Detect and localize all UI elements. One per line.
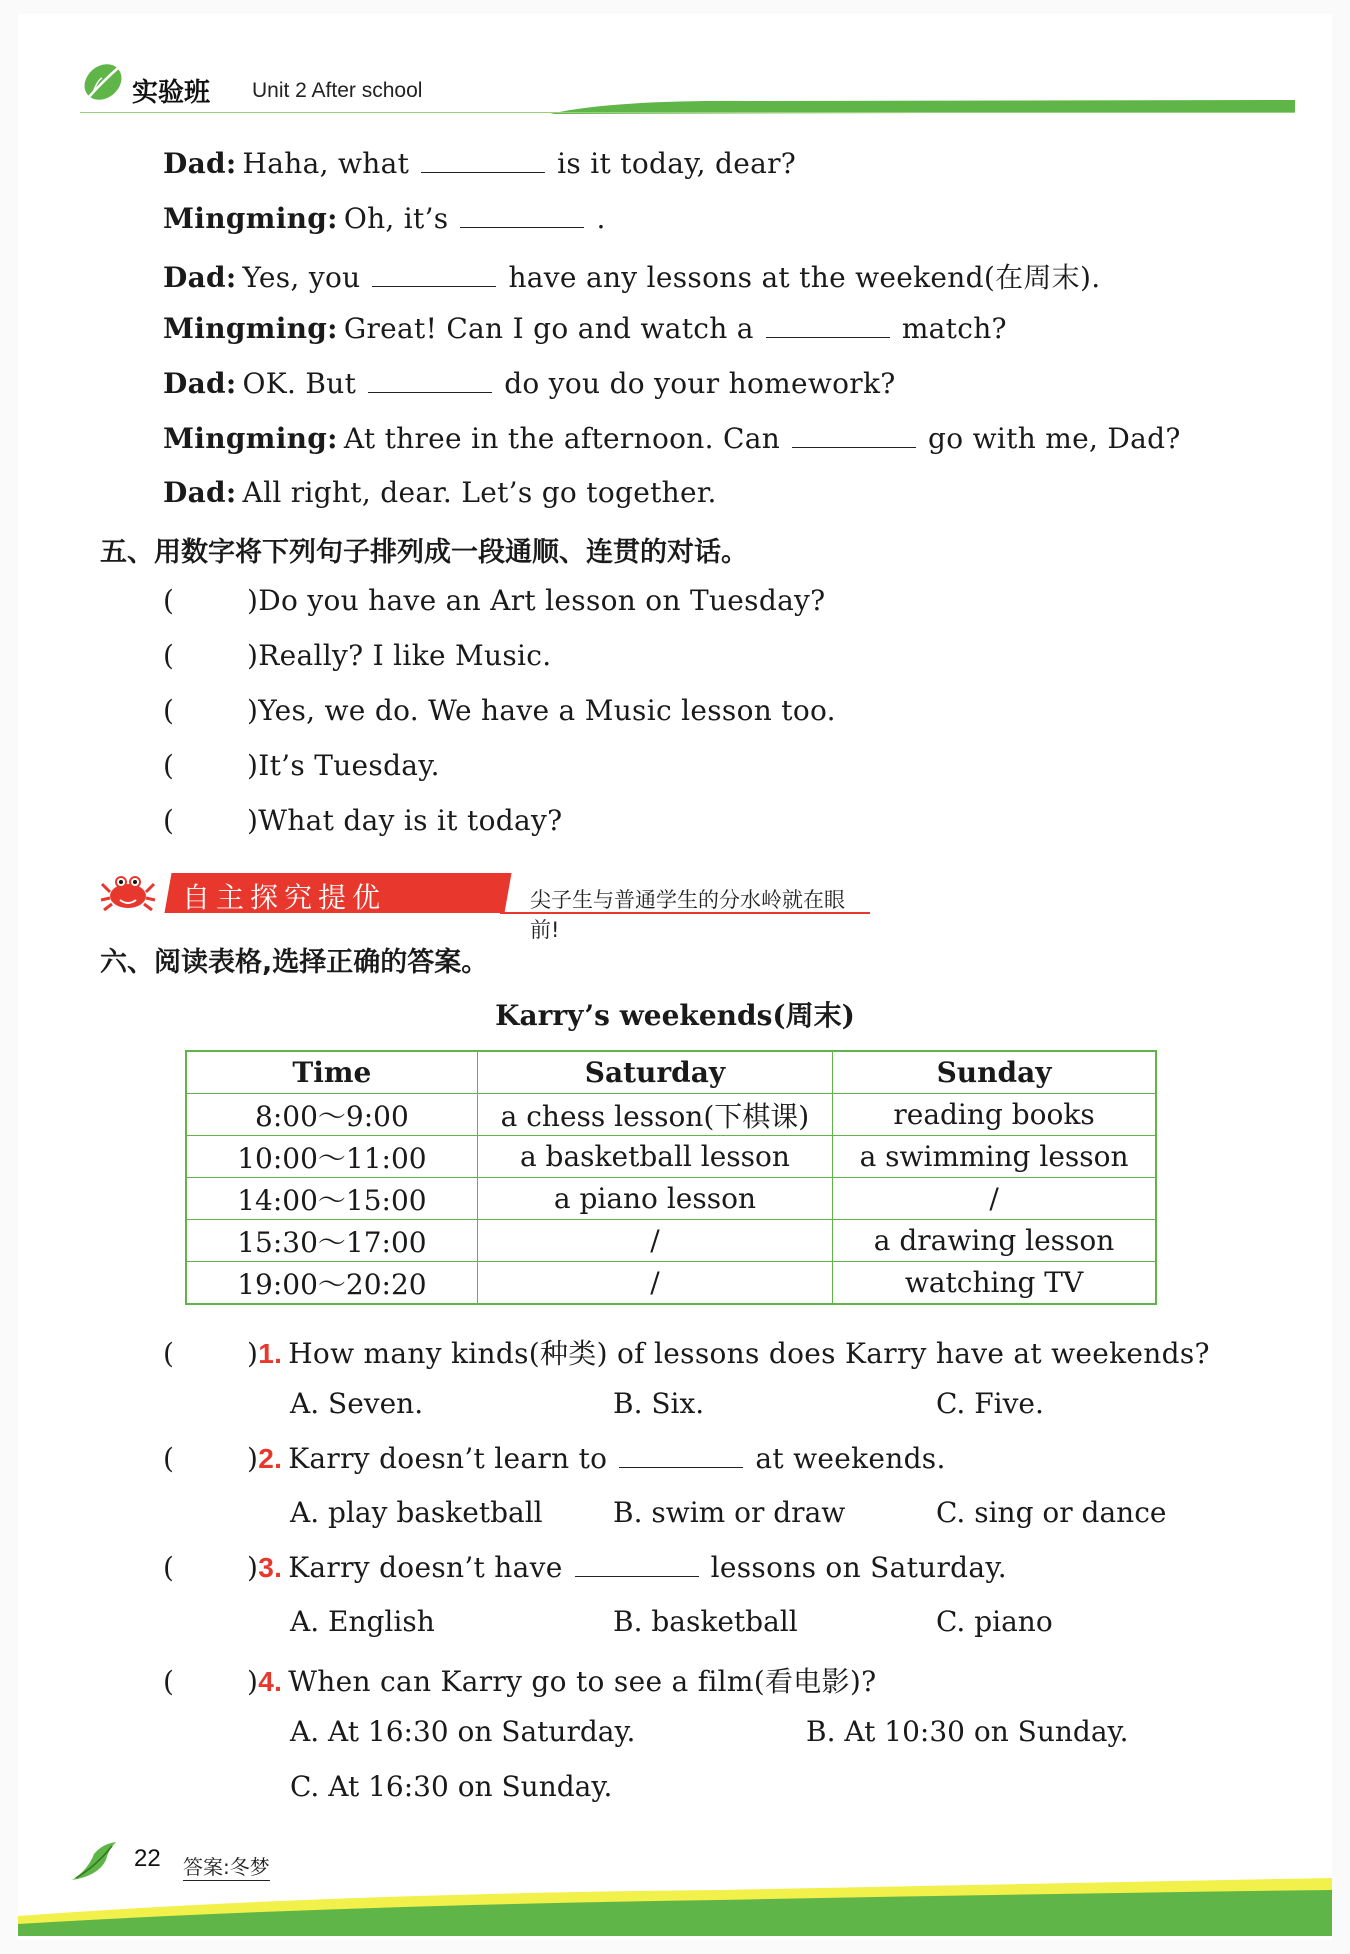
table-cell: 8:00～9:00 bbox=[186, 1094, 477, 1136]
dialogue-line bbox=[163, 146, 796, 180]
line-text-before: Yes, you bbox=[242, 261, 361, 294]
ordering-item bbox=[163, 584, 826, 617]
table-cell: / bbox=[833, 1178, 1156, 1220]
answer-paren[interactable]: ( bbox=[163, 694, 175, 727]
speaker-name: Mingming: bbox=[163, 312, 338, 345]
dialogue-line bbox=[163, 311, 1007, 345]
answer-paren[interactable]: ( bbox=[163, 1665, 175, 1698]
question-text: How many kinds(种类) of lessons does Karry have at weekends? bbox=[288, 1337, 1210, 1370]
table-cell: a basketball lesson bbox=[477, 1136, 832, 1178]
dialogue-line bbox=[163, 476, 717, 509]
dialogue-line bbox=[163, 256, 1100, 296]
table-cell: / bbox=[477, 1220, 832, 1262]
answer-blank[interactable] bbox=[792, 421, 916, 448]
paren-close: ) bbox=[247, 1442, 259, 1475]
table-row bbox=[186, 1136, 1156, 1178]
table-cell: a chess lesson(下棋课) bbox=[477, 1094, 832, 1136]
leaf-logo-icon bbox=[80, 60, 126, 104]
table-row bbox=[186, 1262, 1156, 1305]
ordering-item bbox=[163, 694, 836, 727]
speaker-name: Dad: bbox=[163, 476, 237, 509]
line-text-before: All right, dear. Let’s go together. bbox=[242, 476, 717, 509]
line-text-before: Haha, what bbox=[242, 147, 410, 180]
answer-option[interactable]: B. swim or draw bbox=[613, 1496, 846, 1529]
line-text-after: have any lessons at the weekend(在周末). bbox=[508, 261, 1101, 294]
speaker-name: Dad: bbox=[163, 261, 237, 294]
table-cell: 19:00～20:20 bbox=[186, 1262, 477, 1305]
answer-blank[interactable] bbox=[368, 366, 492, 393]
ordering-sentence: What day is it today? bbox=[258, 804, 563, 837]
question-line bbox=[163, 1332, 1210, 1372]
line-text-before: OK. But bbox=[242, 367, 357, 400]
paren-close: ) bbox=[247, 584, 259, 617]
line-text-after: . bbox=[596, 202, 606, 235]
paren-close: ) bbox=[247, 1551, 259, 1584]
table-row bbox=[186, 1094, 1156, 1136]
answer-option[interactable]: C. piano bbox=[936, 1605, 1053, 1638]
table-cell: 10:00～11:00 bbox=[186, 1136, 477, 1178]
table-row bbox=[186, 1220, 1156, 1262]
question-number: 4. bbox=[258, 1666, 283, 1697]
header-saturday: Saturday bbox=[477, 1051, 832, 1094]
answer-option[interactable]: A. play basketball bbox=[290, 1496, 543, 1529]
ordering-item bbox=[163, 749, 440, 782]
answer-blank[interactable] bbox=[421, 146, 545, 173]
question-line bbox=[163, 1660, 876, 1700]
answer-blank[interactable] bbox=[766, 311, 890, 338]
line-text-before: At three in the afternoon. Can bbox=[343, 422, 781, 455]
line-text-after: is it today, dear? bbox=[557, 147, 797, 180]
speaker-name: Mingming: bbox=[163, 202, 338, 235]
line-text-before: Oh, it’s bbox=[343, 202, 449, 235]
answer-option[interactable]: A. Seven. bbox=[290, 1387, 424, 1420]
answer-paren[interactable]: ( bbox=[163, 1337, 175, 1370]
paren-close: ) bbox=[247, 1665, 259, 1698]
question-text-after: at weekends. bbox=[755, 1442, 946, 1475]
question-number: 2. bbox=[258, 1443, 283, 1474]
question-line bbox=[163, 1550, 1007, 1584]
ordering-sentence: Do you have an Art lesson on Tuesday? bbox=[258, 584, 826, 617]
answer-option[interactable]: B. Six. bbox=[613, 1387, 705, 1420]
banner-underline bbox=[500, 912, 870, 914]
line-text-before: Great! Can I go and watch a bbox=[343, 312, 754, 345]
table-cell: / bbox=[477, 1262, 832, 1305]
question-text: When can Karry go to see a film(看电影)? bbox=[288, 1665, 877, 1698]
answer-paren[interactable]: ( bbox=[163, 1551, 175, 1584]
weekend-schedule-table bbox=[185, 1050, 1157, 1305]
dialogue-line bbox=[163, 366, 896, 400]
table-cell: a piano lesson bbox=[477, 1178, 832, 1220]
line-text-after: do you do your homework? bbox=[504, 367, 896, 400]
ordering-sentence: Really? I like Music. bbox=[258, 639, 552, 672]
speaker-name: Dad: bbox=[163, 367, 237, 400]
page-number: 22 bbox=[134, 1845, 161, 1872]
table-cell: 15:30～17:00 bbox=[186, 1220, 477, 1262]
answer-paren[interactable]: ( bbox=[163, 1442, 175, 1475]
answer-blank[interactable] bbox=[575, 1550, 699, 1577]
answer-option[interactable]: A. At 16:30 on Saturday. bbox=[290, 1715, 636, 1748]
speaker-name: Mingming: bbox=[163, 422, 338, 455]
table-title: Karry’s weekends(周末) bbox=[495, 999, 855, 1032]
answer-option[interactable]: C. sing or dance bbox=[936, 1496, 1167, 1529]
answer-option[interactable]: C. At 16:30 on Sunday. bbox=[290, 1770, 613, 1803]
dialogue-line bbox=[163, 421, 1181, 455]
answer-paren[interactable]: ( bbox=[163, 639, 175, 672]
dialogue-line bbox=[163, 201, 606, 235]
section-6-title: 六、阅读表格,选择正确的答案。 bbox=[100, 947, 489, 978]
question-number: 3. bbox=[258, 1552, 283, 1583]
paren-close: ) bbox=[247, 1337, 259, 1370]
page-header bbox=[80, 60, 1295, 116]
ordering-item bbox=[163, 639, 551, 672]
answer-blank[interactable] bbox=[460, 201, 584, 228]
table-cell: a swimming lesson bbox=[833, 1136, 1156, 1178]
answer-option[interactable]: C. Five. bbox=[936, 1387, 1044, 1420]
header-time: Time bbox=[186, 1051, 477, 1094]
ordering-sentence: Yes, we do. We have a Music lesson too. bbox=[258, 694, 836, 727]
table-row bbox=[186, 1178, 1156, 1220]
answer-blank[interactable] bbox=[619, 1441, 743, 1468]
header-sunday: Sunday bbox=[833, 1051, 1156, 1094]
paren-close: ) bbox=[247, 749, 259, 782]
table-cell: watching TV bbox=[833, 1262, 1156, 1305]
ordering-item bbox=[163, 804, 562, 837]
answer-key-label: 答案:冬梦 bbox=[183, 1851, 270, 1881]
brand-title: 实验班 bbox=[132, 78, 211, 108]
answer-option[interactable]: B. basketball bbox=[613, 1605, 798, 1638]
banner-title: 自主探究提优 bbox=[182, 881, 387, 914]
table-cell: 14:00～15:00 bbox=[186, 1178, 477, 1220]
line-text-after: go with me, Dad? bbox=[928, 422, 1181, 455]
ordering-sentence: It’s Tuesday. bbox=[258, 749, 440, 782]
question-line bbox=[163, 1441, 946, 1475]
answer-option[interactable]: B. At 10:30 on Sunday. bbox=[806, 1715, 1129, 1748]
table-cell: a drawing lesson bbox=[833, 1220, 1156, 1262]
crab-icon bbox=[100, 870, 156, 914]
header-rule bbox=[80, 112, 1295, 113]
section-5-title: 五、用数字将下列句子排列成一段通顺、连贯的对话。 bbox=[100, 537, 748, 568]
challenge-banner bbox=[100, 870, 870, 942]
table-header-row bbox=[186, 1051, 1156, 1094]
question-number: 1. bbox=[258, 1338, 283, 1369]
answer-blank[interactable] bbox=[372, 260, 496, 287]
banner-subtitle: 尖子生与普通学生的分水岭就在眼前! bbox=[530, 888, 845, 942]
paren-close: ) bbox=[247, 639, 259, 672]
footer-decoration-bar bbox=[18, 1876, 1332, 1936]
table-cell: reading books bbox=[833, 1094, 1156, 1136]
paren-close: ) bbox=[247, 804, 259, 837]
answer-paren[interactable]: ( bbox=[163, 804, 175, 837]
answer-paren[interactable]: ( bbox=[163, 584, 175, 617]
question-text-after: lessons on Saturday. bbox=[710, 1551, 1007, 1584]
answer-paren[interactable]: ( bbox=[163, 749, 175, 782]
unit-title: Unit 2 After school bbox=[252, 79, 423, 102]
answer-option[interactable]: A. English bbox=[290, 1605, 435, 1638]
question-text: Karry doesn’t learn to bbox=[288, 1442, 608, 1475]
question-text: Karry doesn’t have bbox=[288, 1551, 563, 1584]
paren-close: ) bbox=[247, 694, 259, 727]
speaker-name: Dad: bbox=[163, 147, 237, 180]
line-text-after: match? bbox=[901, 312, 1007, 345]
